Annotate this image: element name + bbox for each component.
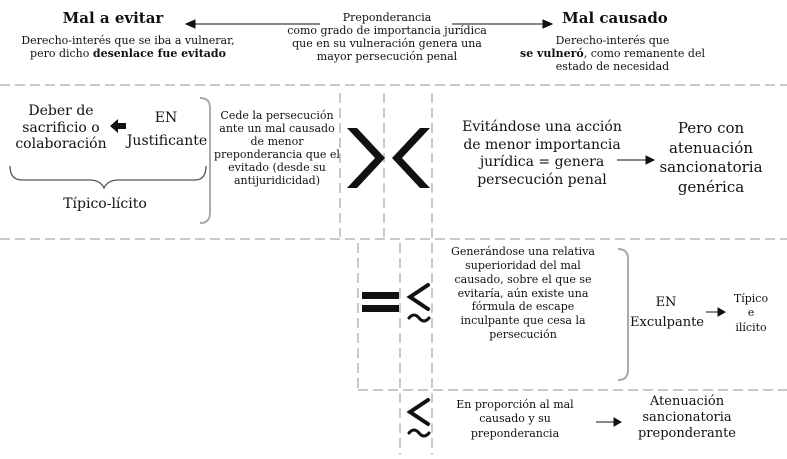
exculpante-label: Exculpante	[630, 315, 704, 330]
atenuacion-preponderante-text: Atenuación sancionatoria preponderante	[637, 394, 737, 441]
arrow-to-preponderante	[596, 418, 621, 426]
tipico-licito-label: Típico-lícito	[63, 196, 147, 212]
mal-causado-title: Mal causado	[562, 9, 668, 27]
tipico-e-ilicito-text: Típico e ilícito	[733, 292, 769, 334]
en-label-row2: EN	[655, 295, 677, 310]
less-approx-symbol-row3	[409, 400, 429, 436]
en-label-row1: EN	[154, 110, 178, 126]
evitandose-text: Evitándose una acción de menor importancia jurídica = genera persecución penal	[462, 119, 622, 188]
arrow-to-tipico	[706, 308, 725, 316]
cede-la-persecucion-text: Cede la persecución ante un mal causado de menor preponderancia que el evitado (desde su antijuridicidad)	[214, 109, 340, 187]
mal-a-evitar-description: Derecho-interés que se iba a vulnerar, pero dicho desenlace fue evitado	[21, 34, 235, 60]
less-approx-symbol-row2	[409, 285, 429, 321]
greater-than-symbol	[347, 128, 385, 188]
less-than-symbol	[392, 128, 430, 188]
generandose-text: Generándose una relativa superioridad del mal causado, sobre el que se evitaría, aún existe una fórmula de escape inculpante que cesa la persecución	[451, 245, 595, 342]
en-proporcion-text: En proporción al mal causado y su preponderancia	[456, 398, 574, 440]
bold-left-arrow	[110, 119, 126, 133]
equals-bar-bottom	[362, 305, 399, 312]
mal-causado-description: Derecho-interés que se vulneró, como remanente del estado de necesidad	[520, 34, 705, 73]
justificante-label: Justificante	[126, 133, 208, 149]
curly-brace	[10, 166, 206, 188]
equals-bar-top	[362, 292, 399, 299]
mal-a-evitar-title: Mal a evitar	[62, 9, 164, 27]
preponderancia-description: Preponderancia como grado de importancia jurídica que en su vulneración genera una mayor persecución penal	[287, 11, 487, 63]
cede-bracket	[200, 98, 210, 223]
pero-con-atenuacion-text: Pero con atenuación sancionatoria genérica	[659, 119, 763, 196]
deber-de-sacrificio-text: Deber de sacrificio o colaboración	[15, 103, 107, 153]
